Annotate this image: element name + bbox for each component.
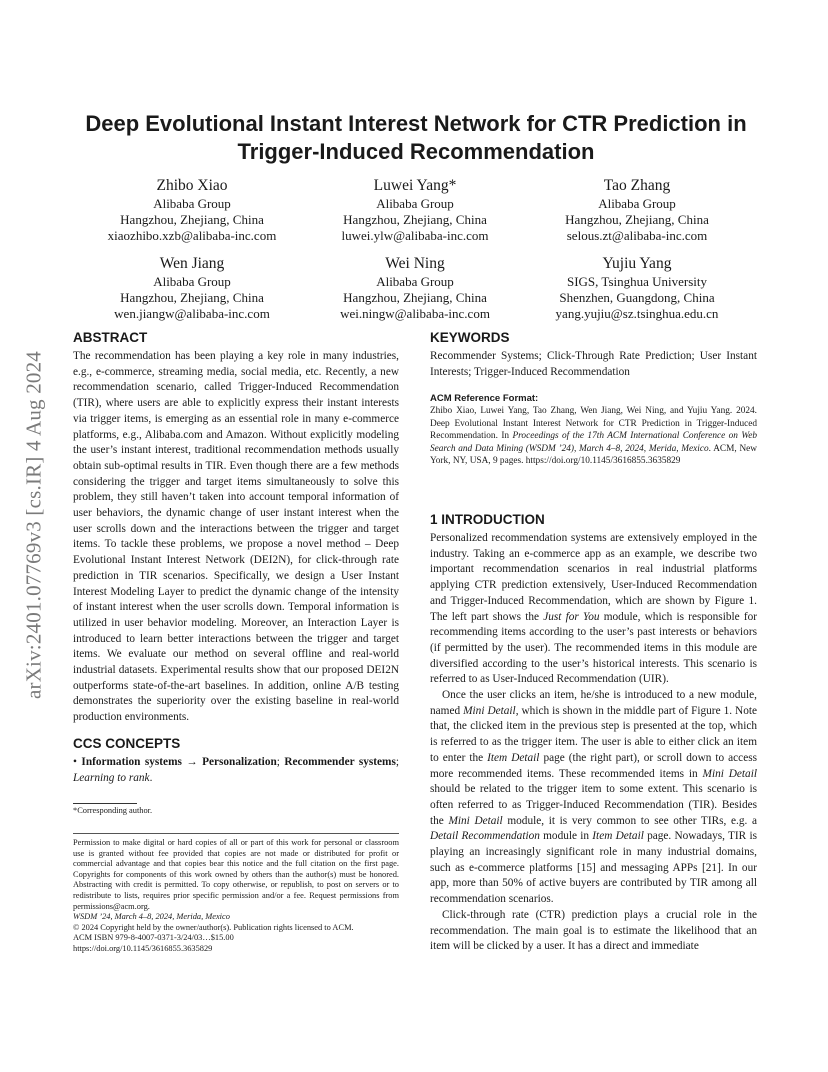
author-affiliation: Alibaba Group — [598, 196, 676, 211]
author-block — [522, 176, 752, 244]
text-run: page (the right part), or scroll down to access more recommended items. These recommended items in — [430, 751, 757, 780]
text-run: page. Nowadays, TIR is playing an increasingly significant role in many industrial domains, such as e-commerce platforms [15] and messaging APPs [21]. In our app, more than 50% of active buyers are contributed by TIR among all recommendation scenarios. — [430, 830, 757, 906]
emphasis: Item Detail — [487, 751, 540, 764]
text-run: Personalized recommendation systems are extensively employed in the industry. Taking an e-commerce app as an example, we describe two important recommendation scenarios in real industrial platforms applying CTR prediction extensively, User-Induced Recommendation and Trigger-Induced Recommendation, which are shown by Figure 1. The left part shows the — [430, 532, 757, 623]
emphasis: Mini Detail — [702, 767, 757, 780]
emphasis: Just for You — [543, 610, 600, 623]
text-run: Once the user clicks an item, he/she is introduced to a new module, named — [430, 689, 757, 717]
emphasis: Item Detail — [592, 830, 644, 843]
ccs-item: Personalization — [202, 756, 277, 768]
ccs-separator: ; — [395, 756, 400, 768]
author-name: Luwei Yang* — [373, 177, 457, 194]
text-run: , which is shown in the middle part of Figure 1. Note that, the clicked item in the previous step is presented at the top, which is referred to as the trigger item. The user is able to either click an item to enter the — [430, 704, 758, 764]
intro-paragraph: Click-through rate (CTR) prediction plays a crucial role in the recommendation. The main goal is to estimate the likelihood that an item will be clicked by a user. It has a direct and immediate — [430, 908, 757, 953]
permission-rule — [73, 833, 399, 834]
author-affiliation: Alibaba Group — [376, 274, 454, 289]
author-email: yang.yujiu@sz.tsinghua.edu.cn — [555, 306, 719, 321]
abstract-paragraph: The recommendation has been playing a key role in many industries, e.g., e-commerce, streaming media, social media, etc. Recently, a new recommendation scenario, called Trigger-Induced Recommendation (TIR), where users are able to explicitly express their instant interests via trigger items, is emerging as an essential role in many e-commerce platforms, e.g., Alibaba.com and Amazon. Without explicitly modeling the user’s instant interest, traditional recommendation methods usually obtain sub-optimal results in TIR. Even though there are a few methods considering the trigger and target items simultaneously to solve this problem, they still haven’t taken into account temporal information of user behaviors, the dynamic change of user instant interest when the user scrolls down and the interactions between the trigger and target items. To tackle these problems, we propose a novel method – Deep Evolutional Instant Interest Network (DEI2N), for click-through rate prediction in TIR scenarios. Specifically, we design a User Instant Interest Modeling Layer to predict the dynamic change of the intensity of instant interest when the user scrolls down. Temporal information is utilized in user behavior modeling. Moreover, an Interaction Layer is introduced to learn better interactions between the trigger and target items. We evaluate our method on several offline and real-world industrial datasets. Experimental results show that our proposed DEI2N outperforms state-of-the-art baselines. In addition, online A/B testing demonstrates the superiority over the existing baseline in real-world production environments. — [73, 350, 399, 724]
author-location: Hangzhou, Zhejiang, China — [565, 212, 709, 227]
arxiv-stamp — [14, 295, 54, 755]
intro-text — [430, 531, 757, 955]
isbn-line: ACM ISBN 979-8-4007-0371-3/24/03…$15.00 — [73, 933, 234, 943]
acm-ref-part: Zhibo Xiao, Luwei Yang, Tao Zhang, Wen Jiang, Wei Ning, and Yujiu Yang. 2024. Deep Evolutional Instant Interest Network for CTR Prediction in Trigger-Induced Recommendation. In — [430, 406, 757, 442]
author-location: Hangzhou, Zhejiang, China — [343, 290, 487, 305]
copyright-line: © 2024 Copyright held by the owner/author(s). Publication rights licensed to ACM. — [73, 922, 354, 932]
acm-ref-venue: Proceedings of the 17th ACM International Conference on Web Search and Data Mining (WSDM ’24), March 4–8, 2024, Merida, Mexico — [430, 431, 758, 454]
author-location: Shenzhen, Guangdong, China — [559, 290, 715, 305]
author-block — [522, 254, 752, 322]
intro-paragraph — [430, 688, 757, 908]
ccs-concepts — [73, 755, 399, 786]
abstract-text — [73, 349, 399, 726]
author-affiliation: Alibaba Group — [153, 196, 231, 211]
author-name: Zhibo Xiao — [156, 177, 228, 194]
author-block — [300, 254, 530, 322]
author-name: Wei Ning — [385, 255, 445, 272]
conference-line: WSDM ’24, March 4–8, 2024, Merida, Mexico — [73, 912, 230, 922]
keywords-text: Recommender Systems; Click-Through Rate Prediction; User Instant Interests; Trigger-Induced Recommendation — [430, 350, 757, 378]
footnote-rule — [73, 803, 137, 804]
author-block — [77, 176, 307, 244]
text-run: module, it is very common to see other TIRs, e.g. a — [502, 814, 757, 827]
author-email: luwei.ylw@alibaba-inc.com — [341, 228, 489, 243]
author-location: Hangzhou, Zhejiang, China — [120, 212, 264, 227]
abstract-heading: ABSTRACT — [73, 330, 148, 345]
author-email: wei.ningw@alibaba-inc.com — [340, 306, 490, 321]
acm-ref-text — [430, 405, 757, 468]
emphasis: Mini Detail — [448, 814, 503, 827]
emphasis: Mini Detail — [463, 704, 516, 717]
permission-block — [73, 838, 399, 955]
acm-ref-part: . ACM, New York, NY, USA, 9 pages. https://doi.org/10.1145/3616855.3635829 — [430, 443, 757, 467]
ccs-item: Learning to rank — [73, 771, 150, 784]
emphasis: Detail Recommendation — [430, 830, 540, 843]
author-location: Hangzhou, Zhejiang, China — [120, 290, 264, 305]
intro-heading: 1 INTRODUCTION — [430, 512, 545, 527]
author-name: Tao Zhang — [603, 177, 671, 194]
author-block — [77, 254, 307, 322]
intro-paragraph — [430, 531, 757, 688]
author-email: selous.zt@alibaba-inc.com — [566, 228, 708, 243]
ccs-item: Information systems — [81, 756, 182, 768]
ccs-end: . — [149, 771, 153, 784]
author-affiliation: Alibaba Group — [153, 274, 231, 289]
footnote: *Corresponding author. — [73, 806, 153, 815]
paper-title: Deep Evolutional Instant Interest Network for CTR Prediction in Trigger-Induced Recommendation — [85, 111, 747, 164]
author-location: Hangzhou, Zhejiang, China — [343, 212, 487, 227]
permission-text: Permission to make digital or hard copies of all or part of this work for personal or classroom use is granted without fee provided that copies are not made or distributed for profit or commercial advantage and that copies bear this notice and the full citation on the first page. Copyrights for components of this work owned by others than the author(s) must be honored. Abstracting with credit is permitted. To copy otherwise, or republish, to post on servers or to redistribute to lists, requires prior specific permission and/or a fee. Request permissions from permissions@acm.org. — [73, 838, 399, 911]
doi-line: https://doi.org/10.1145/3616855.3635829 — [73, 943, 213, 953]
author-email: xiaozhibo.xzb@alibaba-inc.com — [107, 228, 277, 243]
author-block — [300, 176, 530, 244]
author-name: Wen Jiang — [159, 255, 225, 272]
author-email: wen.jiangw@alibaba-inc.com — [114, 306, 270, 321]
ccs-arrow: → — [181, 756, 203, 768]
ccs-bullet: • — [73, 756, 77, 768]
keywords-heading: KEYWORDS — [430, 330, 510, 345]
acm-ref-heading: ACM Reference Format: — [430, 393, 539, 404]
ccs-item: Recommender systems — [284, 756, 396, 768]
ccs-heading: CCS CONCEPTS — [73, 736, 181, 751]
author-affiliation: SIGS, Tsinghua University — [566, 274, 708, 289]
ccs-separator: ; — [276, 756, 285, 768]
arxiv-stamp-text: arXiv:2401.07769v3 [cs.IR] 4 Aug 2024 — [21, 350, 46, 700]
text-run: module in — [539, 830, 593, 843]
text-run: should be related to the trigger item to some extent. This scenario is often referred to as Trigger-Induced Recommendation (TIR). Besides the — [430, 783, 757, 827]
text-run: module, which is responsible for recommending items according to the user’s past interests or behaviors (if permitted by the user). The recommended items in this module are diversified according to the user’s historical interests. This scenario is referred to as User-Induced Recommendation (UIR). — [430, 610, 758, 686]
author-name: Yujiu Yang — [602, 255, 672, 272]
author-affiliation: Alibaba Group — [376, 196, 454, 211]
